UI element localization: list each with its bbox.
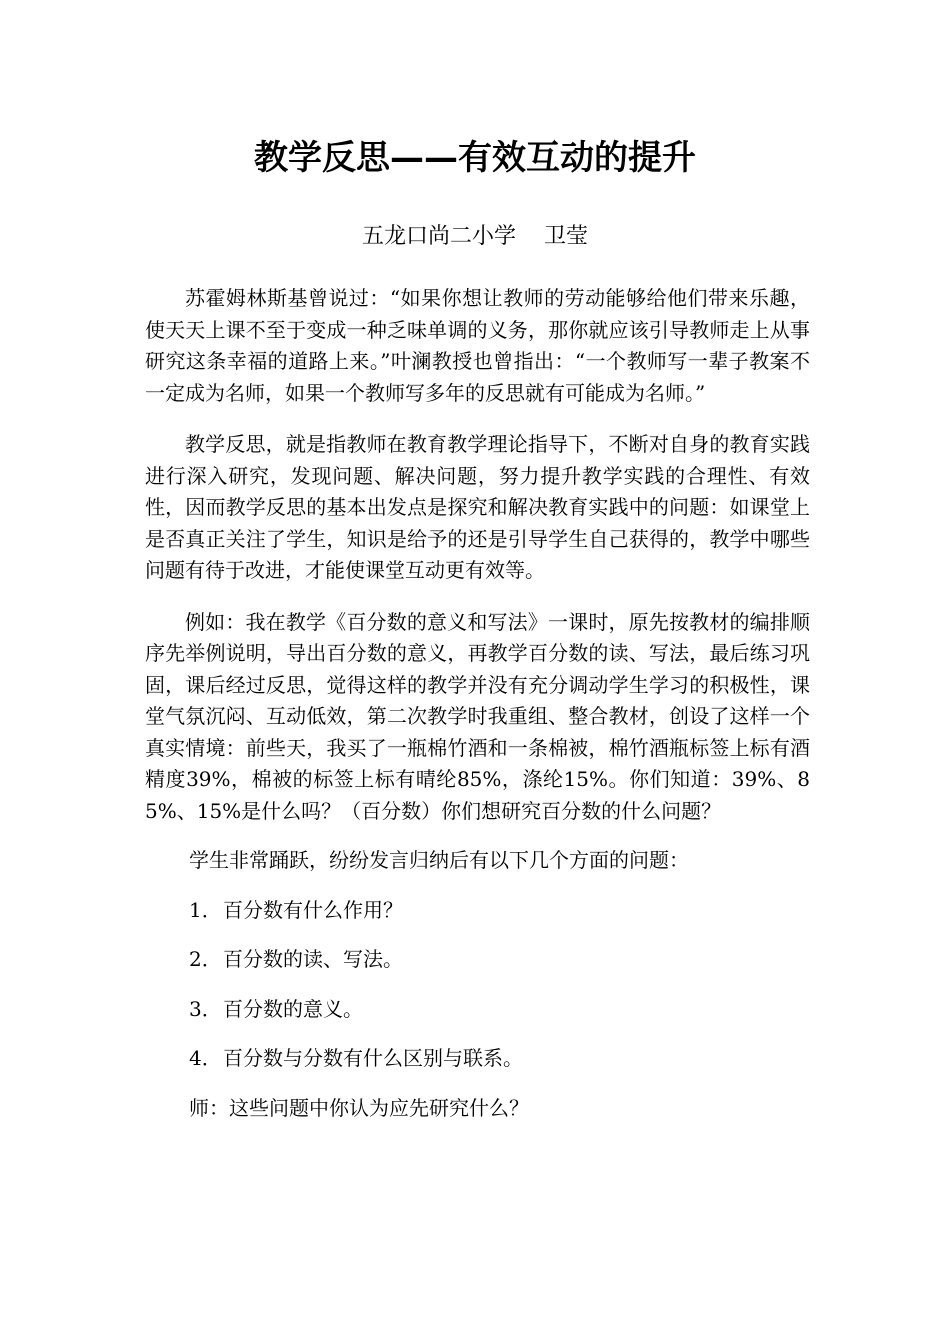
list-item-text: 百分数与分数有什么区别与联系。 xyxy=(223,1046,523,1070)
list-item-number: 2． xyxy=(189,947,222,971)
list-item-text: 百分数的读、写法。 xyxy=(223,947,403,971)
paragraph-quote: 苏霍姆林斯基曾说过：“如果你想让教师的劳动能够给他们带来乐趣，使天天上课不至于变成一种乏味单调的义务，那你就应该引导教师走上从事研究这条幸福的道路上来。”叶澜教授也曾指出：“一个教师写一辈子教案不一定成为名师，如果一个教师写多年的反思就有可能成为名师。” xyxy=(145,286,810,405)
list-item-text: 百分数有什么作用？ xyxy=(223,897,403,922)
list-item xyxy=(145,994,810,1026)
list-item xyxy=(145,895,810,927)
intro-line: 学生非常踊跃，纷纷发言归纳后有以下几个方面的问题： xyxy=(189,848,689,872)
paragraph-definition: 教学反思，就是指教师在教育教学理论指导下，不断对自身的教育实践进行深入研究，发现问题、解决问题，努力提升教学实践的合理性、有效性，因而教学反思的基本出发点是探究和解决教育实践中的问题：如课堂上是否真正关注了学生，知识是给予的还是引导学生自己获得的，教学中哪些问题有待于改进，才能使课堂互动更有效等。 xyxy=(145,432,810,582)
question-list xyxy=(145,895,810,1075)
list-item xyxy=(145,1043,810,1075)
document-title: 教学反思——有效互动的提升 xyxy=(254,138,696,178)
list-item xyxy=(145,944,810,976)
list-item-number: 4． xyxy=(189,1046,222,1070)
list-item-number: 1． xyxy=(189,897,222,922)
list-item-number: 3． xyxy=(189,996,222,1021)
document-body xyxy=(145,283,810,1142)
paragraph-example: 例如：我在教学《百分数的意义和写法》一课时，原先按教材的编排顺序先举例说明，导出百分数的意义，再教学百分数的读、写法，最后练习巩固，课后经过反思，觉得这样的教学并没有充分调动学生学习的积极性，课堂气氛沉闷、互动低效，第二次教学时我重组、整合教材，创设了这样一个真实情境：前些天，我买了一瓶棉竹酒和一条棉被，棉竹酒瓶标签上标有酒精度39%，棉被的标签上标有晴纶85%，涤纶15%。你们知道：39%、85%、15%是什么吗？（百分数）你们想研究百分数的什么问题？ xyxy=(145,609,810,823)
list-item-text: 百分数的意义。 xyxy=(223,996,363,1021)
closing-line: 师：这些问题中你认为应先研究什么？ xyxy=(189,1095,529,1120)
author-line: 五龙口尚二小学 卫莹 xyxy=(362,224,588,249)
